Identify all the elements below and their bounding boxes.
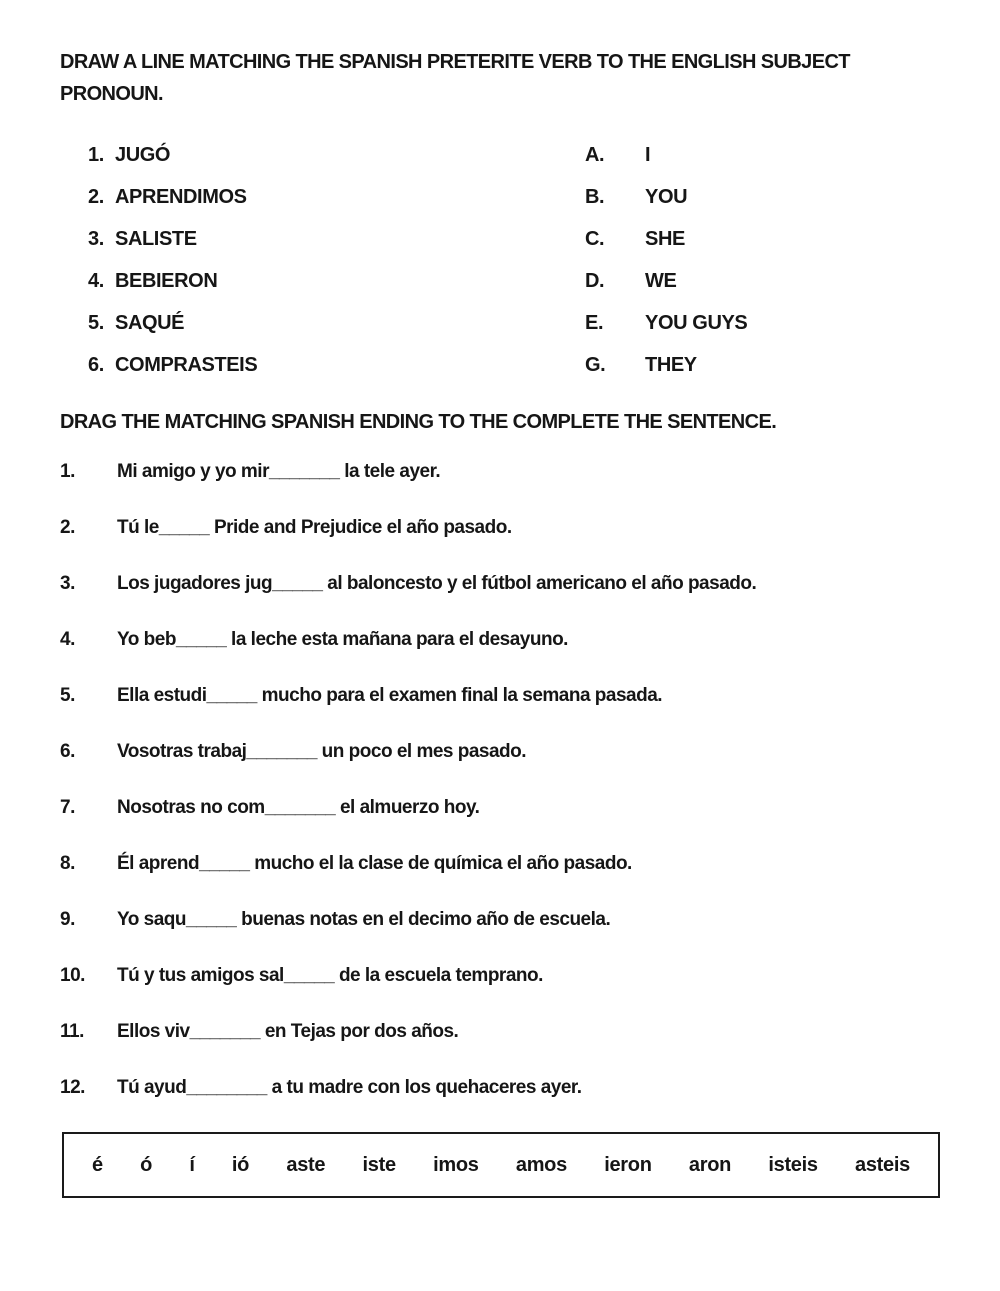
answer-blank[interactable]: ________ bbox=[186, 1077, 267, 1098]
word-bank-item[interactable]: amos bbox=[515, 1153, 567, 1176]
sentence-row bbox=[60, 964, 940, 988]
sentence-text bbox=[117, 684, 940, 708]
word-bank-item[interactable]: é bbox=[92, 1153, 103, 1176]
sentence-number: 7. bbox=[60, 797, 75, 818]
sentence-text bbox=[117, 964, 940, 988]
sentence-number: 9. bbox=[60, 909, 75, 930]
sentence-number: 5. bbox=[60, 685, 75, 706]
sentence-post: mucho para el examen final la semana pasada. bbox=[256, 685, 663, 706]
verb-number: 6. bbox=[88, 354, 104, 376]
sentence-text bbox=[117, 852, 940, 876]
sentence-row bbox=[60, 740, 940, 764]
sentence-text bbox=[117, 628, 940, 652]
sentence-pre: Él aprend bbox=[117, 853, 200, 874]
sentence-post: buenas notas en el decimo año de escuela. bbox=[236, 909, 611, 930]
sentence-number: 12. bbox=[60, 1077, 85, 1098]
spanish-verb[interactable]: BEBIERON bbox=[115, 270, 218, 292]
sentence-pre: Tú ayud bbox=[117, 1077, 187, 1098]
verb-number: 3. bbox=[88, 228, 104, 250]
pronoun-letter: B. bbox=[585, 186, 605, 208]
word-bank-item[interactable]: imos bbox=[433, 1153, 479, 1176]
sentence-number: 11. bbox=[60, 1021, 84, 1042]
spanish-verb[interactable]: APRENDIMOS bbox=[115, 186, 247, 208]
sentence-number: 8. bbox=[60, 853, 75, 874]
verb-number: 1. bbox=[88, 144, 104, 166]
answer-blank[interactable]: _____ bbox=[206, 685, 257, 706]
sentence-row bbox=[60, 572, 940, 596]
sentence-text bbox=[117, 460, 940, 484]
sentence-pre: Tú le bbox=[117, 517, 159, 538]
pronoun-letter: A. bbox=[585, 144, 605, 166]
sentence-text bbox=[117, 908, 940, 932]
word-bank-item[interactable]: ieron bbox=[604, 1153, 652, 1176]
answer-blank[interactable]: _____ bbox=[199, 853, 250, 874]
sentence-row bbox=[60, 460, 940, 484]
pronoun-letter: E. bbox=[585, 312, 604, 334]
sentence-post: Pride and Prejudice el año pasado. bbox=[209, 517, 512, 538]
sentence-pre: Nosotras no com bbox=[117, 797, 265, 818]
sentence-number: 2. bbox=[60, 517, 75, 538]
match-row bbox=[60, 344, 940, 386]
fill-in-sentences bbox=[60, 460, 940, 1100]
english-pronoun[interactable]: SHE bbox=[645, 228, 685, 250]
answer-blank[interactable]: _____ bbox=[175, 629, 227, 650]
sentence-text bbox=[117, 796, 940, 820]
word-bank-item[interactable]: í bbox=[189, 1153, 195, 1176]
word-bank-item[interactable]: aron bbox=[688, 1153, 732, 1176]
sentence-pre: Vosotras trabaj bbox=[117, 741, 247, 762]
word-bank-item[interactable]: aste bbox=[286, 1153, 326, 1176]
sentence-text bbox=[117, 740, 940, 764]
sentence-post: la tele ayer. bbox=[339, 461, 441, 482]
verb-number: 4. bbox=[88, 270, 104, 292]
sentence-row bbox=[60, 684, 940, 708]
answer-blank[interactable]: _______ bbox=[264, 797, 336, 818]
word-bank-item[interactable]: ió bbox=[231, 1153, 250, 1176]
sentence-row bbox=[60, 796, 940, 820]
sentence-text bbox=[117, 1076, 940, 1100]
word-bank-box bbox=[62, 1132, 940, 1198]
sentence-row bbox=[60, 628, 940, 652]
answer-blank[interactable]: _______ bbox=[268, 461, 340, 482]
answer-blank[interactable]: _____ bbox=[158, 517, 210, 538]
sentence-row bbox=[60, 908, 940, 932]
matching-exercise bbox=[60, 134, 940, 386]
word-bank-item[interactable]: ó bbox=[140, 1153, 153, 1176]
answer-blank[interactable]: _____ bbox=[272, 573, 323, 594]
sentence-pre: Ellos viv bbox=[117, 1021, 190, 1042]
sentence-row bbox=[60, 1020, 940, 1044]
spanish-verb[interactable]: COMPRASTEIS bbox=[115, 354, 258, 376]
match-row bbox=[60, 218, 940, 260]
sentence-row bbox=[60, 516, 940, 540]
sentence-post: al baloncesto y el fútbol americano el año pasado. bbox=[322, 573, 757, 594]
sentence-row bbox=[60, 1076, 940, 1100]
match-row bbox=[60, 176, 940, 218]
match-row bbox=[60, 302, 940, 344]
english-pronoun[interactable]: YOU bbox=[645, 186, 688, 208]
sentence-pre: Ella estudi bbox=[117, 685, 207, 706]
spanish-verb[interactable]: SALISTE bbox=[115, 228, 197, 250]
english-pronoun[interactable]: YOU GUYS bbox=[645, 312, 748, 334]
english-pronoun[interactable]: THEY bbox=[645, 354, 697, 376]
sentence-post: un poco el mes pasado. bbox=[316, 741, 527, 762]
pronoun-letter: C. bbox=[585, 228, 605, 250]
pronoun-letter: G. bbox=[585, 354, 606, 376]
spanish-verb[interactable]: JUGÓ bbox=[115, 144, 171, 166]
sentence-post: a tu madre con los quehaceres ayer. bbox=[266, 1077, 582, 1098]
sentence-pre: Tú y tus amigos sal bbox=[117, 965, 284, 986]
sentence-number: 6. bbox=[60, 741, 75, 762]
sentence-pre: Yo beb bbox=[117, 629, 176, 650]
sentence-number: 4. bbox=[60, 629, 75, 650]
word-bank-item[interactable]: asteis bbox=[855, 1153, 910, 1176]
sentence-post: en Tejas por dos años. bbox=[260, 1021, 459, 1042]
sentence-number: 3. bbox=[60, 573, 75, 594]
sentence-post: de la escuela temprano. bbox=[334, 965, 543, 986]
verb-number: 2. bbox=[88, 186, 104, 208]
match-row bbox=[60, 134, 940, 176]
match-row bbox=[60, 260, 940, 302]
sentence-text bbox=[117, 572, 940, 596]
word-bank-item[interactable]: iste bbox=[362, 1153, 396, 1176]
sentence-pre: Mi amigo y yo mir bbox=[117, 461, 269, 482]
matching-instructions: DRAW A LINE MATCHING THE SPANISH PRETERITE VERB TO THE ENGLISH SUBJECT PRONOUN. bbox=[60, 51, 850, 105]
answer-blank[interactable]: _____ bbox=[186, 909, 237, 930]
sentence-number: 10. bbox=[60, 965, 85, 986]
sentence-post: la leche esta mañana para el desayuno. bbox=[226, 629, 568, 650]
sentence-text bbox=[117, 1020, 940, 1044]
spanish-verb[interactable]: SAQUÉ bbox=[115, 312, 185, 334]
sentence-number: 1. bbox=[60, 461, 75, 482]
word-bank-item[interactable]: isteis bbox=[768, 1153, 818, 1176]
drag-instructions: DRAG THE MATCHING SPANISH ENDING TO THE COMPLETE THE SENTENCE. bbox=[60, 411, 777, 433]
sentence-post: mucho el la clase de química el año pasado. bbox=[249, 853, 632, 874]
answer-blank[interactable]: _______ bbox=[246, 741, 317, 762]
sentence-row bbox=[60, 852, 940, 876]
pronoun-letter: D. bbox=[585, 270, 605, 292]
sentence-post: el almuerzo hoy. bbox=[335, 797, 480, 818]
english-pronoun[interactable]: WE bbox=[645, 270, 677, 292]
sentence-pre: Los jugadores jug bbox=[117, 573, 273, 594]
english-pronoun[interactable]: I bbox=[645, 144, 651, 166]
verb-number: 5. bbox=[88, 312, 104, 334]
answer-blank[interactable]: _____ bbox=[283, 965, 335, 986]
sentence-pre: Yo saqu bbox=[117, 909, 186, 930]
sentence-text bbox=[117, 516, 940, 540]
answer-blank[interactable]: _______ bbox=[189, 1021, 261, 1042]
